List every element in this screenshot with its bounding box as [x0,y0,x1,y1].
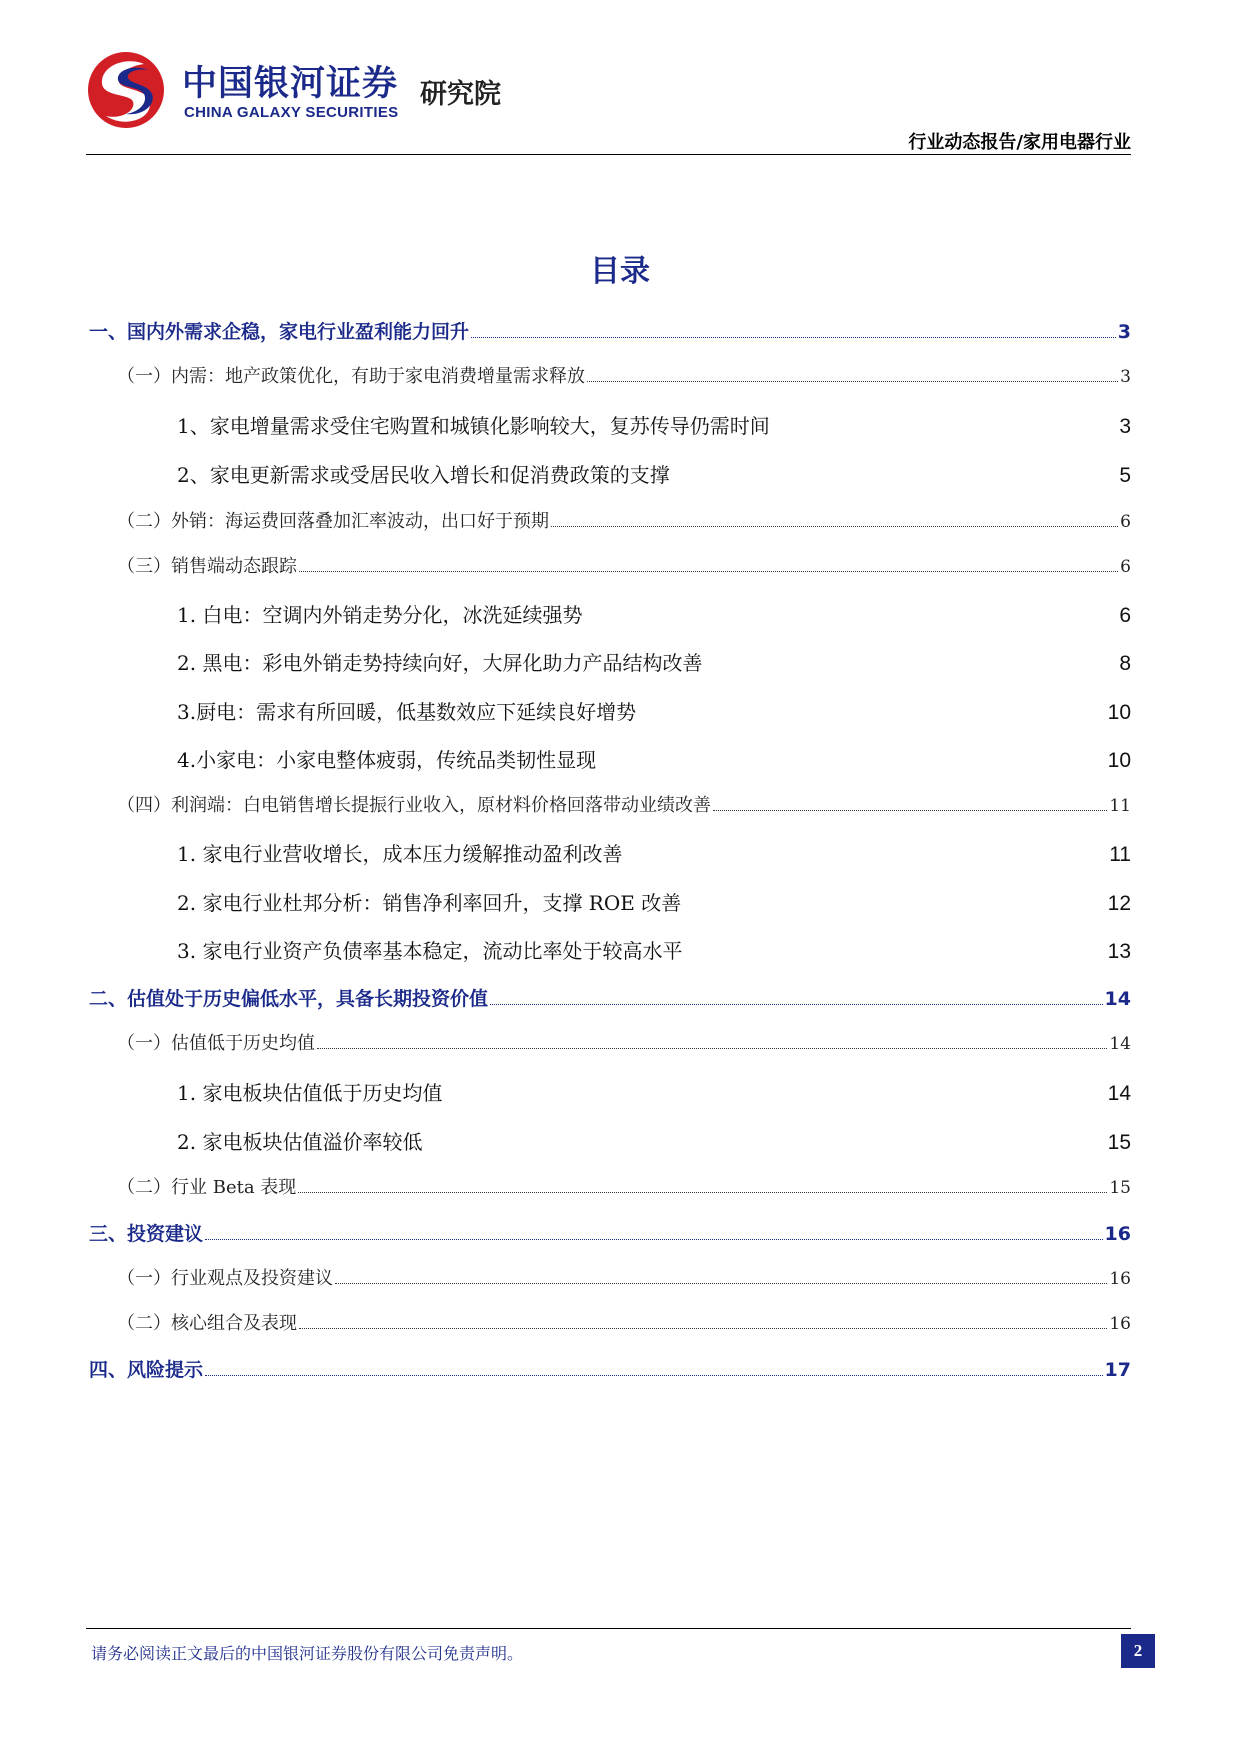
page-number-badge: 2 [1121,1634,1155,1668]
toc-entry-page: 12 [1107,892,1131,915]
toc-entry-label: 1、家电增量需求受住宅购置和城镇化影响较大，复苏传导仍需时间 [177,414,770,438]
toc-entry[interactable] [177,599,1131,628]
toc-entry-page: 14 [1104,988,1131,1010]
toc-leader-dots [444,1089,1105,1100]
toc-leader-dots [638,708,1106,719]
toc-entry-page: 10 [1107,749,1131,772]
toc-entry[interactable] [117,552,1131,578]
toc-entry[interactable] [117,1173,1131,1199]
logo-chinese-name: 中国银河证券 [182,64,399,104]
toc-entry[interactable] [117,1309,1131,1335]
toc-entry[interactable] [177,459,1131,488]
toc-entry-label: 一、国内外需求企稳，家电行业盈利能力回升 [89,321,470,343]
toc-entry-page: 10 [1107,701,1131,724]
toc-entry[interactable] [177,1126,1131,1155]
toc-entry-label: （二）核心组合及表现 [117,1313,297,1334]
toc-leader-dots [587,371,1118,382]
toc-leader-dots [551,516,1118,527]
toc-entry[interactable] [177,838,1131,867]
toc-leader-dots [672,471,1118,482]
toc-entry-page: 16 [1109,1269,1131,1289]
toc-leader-dots [317,1038,1107,1049]
toc-entry[interactable] [177,935,1131,964]
toc-entry-page: 3 [1120,367,1131,387]
toc-entry-page: 17 [1104,1359,1131,1381]
toc-leader-dots [299,1318,1107,1329]
toc-entry-page: 8 [1119,652,1131,675]
toc-leader-dots [713,800,1107,811]
toc-entry-label: 2. 家电行业杜邦分析：销售净利率回升，支撑 ROE 改善 [177,891,682,915]
toc-entry-label: 2、家电更新需求或受居民收入增长和促消费政策的支撑 [177,463,670,487]
toc-entry[interactable] [177,410,1131,439]
toc-entry-label: 1. 白电：空调内外销走势分化，冰洗延续强势 [177,603,583,627]
toc-leader-dots [598,756,1106,767]
footer-divider [86,1628,1131,1629]
toc-entry[interactable] [89,1355,1131,1382]
toc-entry[interactable] [117,362,1131,388]
toc-entry-label: （一）估值低于历史均值 [117,1033,315,1054]
toc-entry-page: 5 [1119,464,1131,487]
toc-entry-page: 14 [1107,1082,1131,1105]
toc-entry-page: 6 [1120,512,1131,532]
toc-entry[interactable] [117,507,1131,533]
toc-entry-label: 1. 家电行业营收增长，成本压力缓解推动盈利改善 [177,842,623,866]
toc-leader-dots [298,1182,1107,1193]
toc-entry-page: 3 [1119,415,1131,438]
galaxy-logo-icon [86,50,166,130]
toc-entry-page: 6 [1119,604,1131,627]
header-divider [86,154,1131,155]
toc-entry-label: 四、风险提示 [89,1359,204,1381]
toc-entry[interactable] [177,744,1131,773]
toc-leader-dots [684,947,1105,958]
toc-leader-dots [205,1365,1103,1376]
toc-entry-label: 三、投资建议 [89,1223,204,1245]
toc-entry[interactable] [177,1077,1131,1106]
institute-label: 研究院 [420,79,501,110]
toc-entry-label: （二）外销：海运费回落叠加汇率波动，出口好于预期 [117,511,549,532]
toc-entry-label: 1. 家电板块估值低于历史均值 [177,1081,443,1105]
toc-leader-dots [683,899,1105,910]
toc-leader-dots [205,1229,1103,1240]
toc-leader-dots [471,327,1116,338]
toc-entry-page: 11 [1109,796,1131,816]
toc-entry-label: （一）行业观点及投资建议 [117,1268,333,1289]
toc-entry-page: 11 [1109,843,1131,866]
page-header [86,50,1131,154]
toc-leader-dots [584,611,1117,622]
toc-entry[interactable] [117,791,1131,817]
logo-english-name: CHINA GALAXY SECURITIES [184,104,399,121]
toc-leader-dots [335,1273,1107,1284]
toc-leader-dots [624,850,1107,861]
toc-entry-label: （三）销售端动态跟踪 [117,556,297,577]
toc-entry-page: 15 [1109,1178,1131,1198]
toc-entry-page: 16 [1104,1223,1131,1245]
toc-entry-page: 16 [1109,1314,1131,1334]
toc-entry[interactable] [89,317,1131,344]
toc-entry-label: 4.小家电：小家电整体疲弱，传统品类韧性显现 [177,748,597,772]
toc-entry-label: 2. 家电板块估值溢价率较低 [177,1130,423,1154]
toc-entry-label: （四）利润端：白电销售增长提振行业收入，原材料价格回落带动业绩改善 [117,795,711,816]
toc-entry[interactable] [117,1029,1131,1055]
toc-entry-page: 6 [1120,557,1131,577]
toc-entry-label: 3. 家电行业资产负债率基本稳定，流动比率处于较高水平 [177,939,683,963]
toc-entry[interactable] [177,647,1131,676]
toc-leader-dots [704,659,1117,670]
toc-entry-label: 2. 黑电：彩电外销走势持续向好，大屏化助力产品结构改善 [177,651,703,675]
toc-leader-dots [772,422,1118,433]
toc-entry-label: （一）内需：地产政策优化，有助于家电消费增量需求释放 [117,366,585,387]
toc-entry-label: 二、估值处于历史偏低水平，具备长期投资价值 [89,988,489,1010]
toc-entry-page: 15 [1107,1131,1131,1154]
toc-entry[interactable] [177,887,1131,916]
toc-entry[interactable] [177,696,1131,725]
toc-entry-label: （二）行业 Beta 表现 [117,1177,297,1198]
toc-entry[interactable] [89,1219,1131,1246]
toc-leader-dots [490,994,1103,1005]
report-type: 行业动态报告/家用电器行业 [908,132,1131,153]
toc-entry[interactable] [89,984,1131,1011]
toc-entry-label: 3.厨电：需求有所回暖，低基数效应下延续良好增势 [177,700,637,724]
toc-entry-page: 13 [1107,940,1131,963]
footer-disclaimer: 请务必阅读正文最后的中国银河证券股份有限公司免责声明。 [91,1644,524,1663]
toc-leader-dots [424,1138,1105,1149]
toc-title: 目录 [590,254,650,289]
toc-entry-page: 14 [1109,1034,1131,1054]
toc-entry-page: 3 [1117,321,1131,343]
toc-leader-dots [299,561,1118,572]
toc-entry[interactable] [117,1264,1131,1290]
